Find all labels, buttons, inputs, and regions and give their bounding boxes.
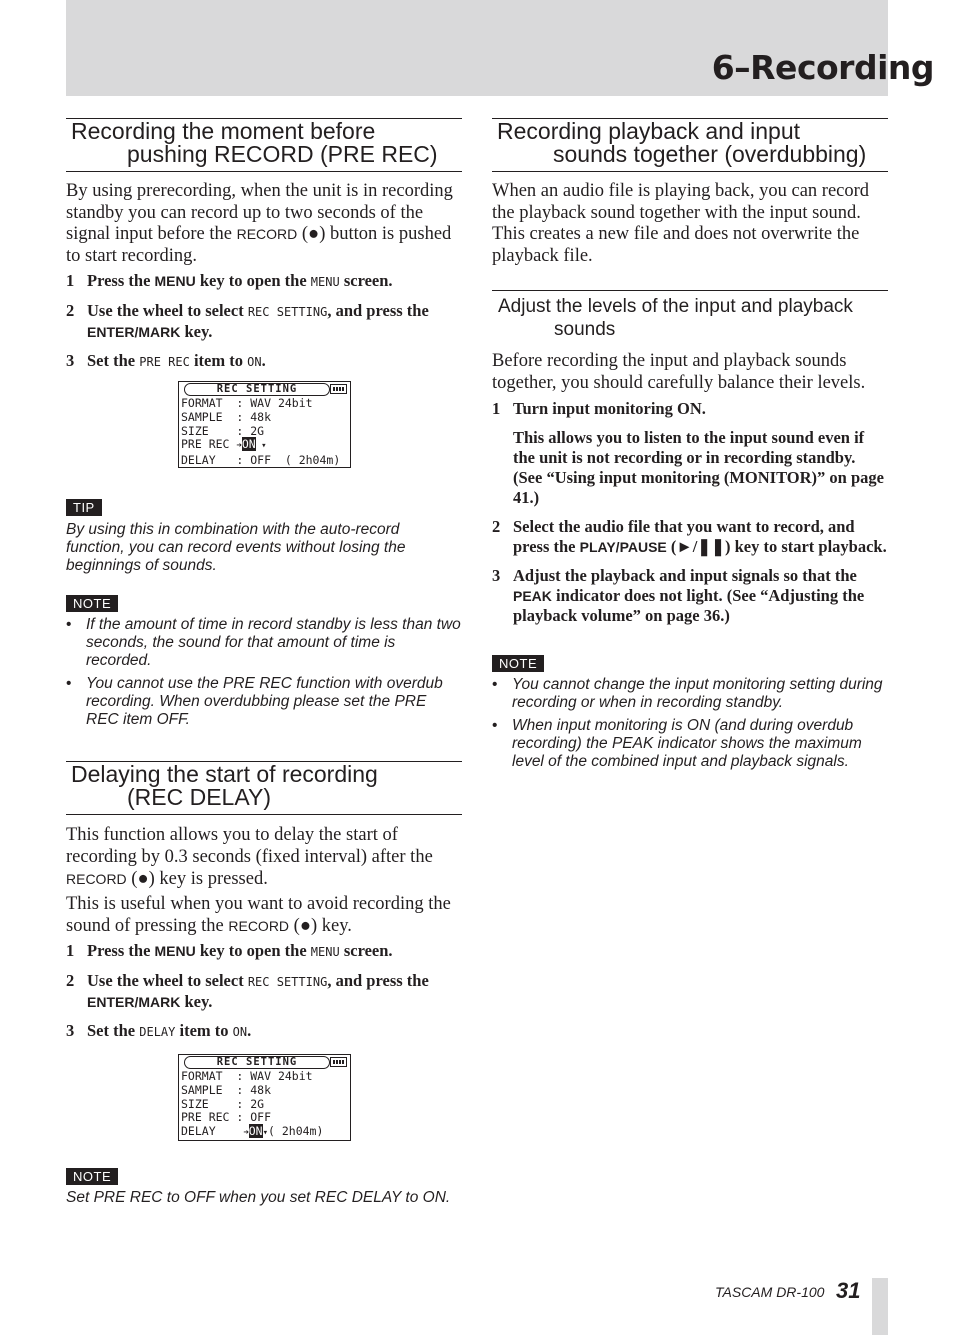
lcd-row: SIZE : 2G <box>181 423 265 438</box>
lcd-row: FORMAT : WAV 24bit <box>181 396 313 411</box>
step-item: 3 Set the PRE REC item to ON. <box>66 351 266 371</box>
chapter-title: 6–Recording <box>711 48 934 87</box>
step-list <box>492 399 888 626</box>
step-item: 1 Press the MENU key to open the MENU screen. <box>66 941 393 961</box>
heading-line: (REC DELAY) <box>127 784 271 811</box>
paragraph: This is useful when you want to avoid recording the sound of pressing the RECORD (●) key. <box>66 894 451 936</box>
step-item: 2 Use the wheel to select REC SETTING, and press the ENTER/MARK key. <box>66 301 429 342</box>
paragraph: Before recording the input and playback sounds together, you should carefully balance their levels. <box>492 351 866 393</box>
lcd-title: REC SETTING <box>184 1056 330 1069</box>
heading-line: Recording the moment before <box>71 118 376 144</box>
lcd-text: ON <box>247 355 262 370</box>
key-label: ENTER/MARK <box>87 324 181 341</box>
lcd-title: REC SETTING <box>184 383 330 396</box>
step-list <box>66 941 462 1042</box>
lcd-screen-pre-rec <box>178 381 351 468</box>
paragraph: When an audio file is playing back, you can record the playback sound together with the input sound. This creates a new file and does not overwrite the playback file. <box>492 181 870 266</box>
dropdown-arrow-icon: ▾ <box>255 441 267 452</box>
key-label: PEAK <box>513 587 552 604</box>
key-label: RECORD <box>66 870 127 887</box>
section-heading-overdub <box>492 118 888 172</box>
heading-line: pushing RECORD (PRE REC) <box>127 141 438 167</box>
arrow-right-icon: ➜ <box>243 1127 249 1138</box>
lcd-row: PRE REC : OFF <box>181 1110 272 1125</box>
lcd-screen-rec-delay <box>178 1054 351 1141</box>
page-number: 31 <box>836 1278 861 1303</box>
selected-value: ON <box>248 1123 263 1138</box>
note-item: • You cannot use the PRE REC function with overdub recording. When overdubbing please set the PRE REC item OFF. <box>66 675 462 729</box>
note-item: • You cannot change the input monitoring setting during recording or when in recording standby. <box>492 676 888 712</box>
note-list <box>66 616 462 729</box>
lcd-row: DELAY : OFF ( 2h04m) <box>181 452 341 467</box>
note-label: NOTE <box>66 595 118 612</box>
heading-line: Delaying the start of recording <box>71 761 378 788</box>
note-item: • If the amount of time in record standby is less than two seconds, the sound for that amount of time is recorded. <box>66 616 462 670</box>
dropdown-arrow-icon: ▾ <box>262 1127 269 1138</box>
key-label: PLAY/PAUSE <box>579 538 667 555</box>
lcd-row: DELAY ➜ON▾( 2h04m) <box>181 1123 324 1138</box>
key-label: MENU <box>154 273 196 290</box>
lcd-text: PRE REC <box>139 355 190 370</box>
key-label: MENU <box>154 943 196 960</box>
arrow-right-icon: ➜ <box>236 441 242 452</box>
lcd-text: ON <box>232 1025 248 1040</box>
heading-line: Recording playback and input <box>497 118 801 144</box>
lcd-text: REC SETTING <box>247 975 328 990</box>
heading-line: sounds together (overdubbing) <box>553 141 867 167</box>
step-item: 2 Select the audio file that you want to record, and press the PLAY/PAUSE (►/❚❚) key to start playback. <box>492 516 887 556</box>
note-item: • When input monitoring is ON (and during overdub recording) the PEAK indicator shows the maximum level of the combined input and playback signals. <box>492 717 888 771</box>
key-label: ENTER/MARK <box>87 994 181 1011</box>
step-detail: This allows you to listen to the input sound even if the unit is not recording or in recording standby. (See “Using input monitoring (MONITOR)” on page 41.) <box>513 427 884 507</box>
step-item: 2 Use the wheel to select REC SETTING, and press the ENTER/MARK key. <box>66 971 429 1012</box>
step-list <box>66 271 462 372</box>
lcd-row: PRE REC ➜ON ▾ <box>181 437 267 452</box>
lcd-text: REC SETTING <box>247 305 328 320</box>
footer-brand: TASCAM DR-100 <box>715 1284 825 1300</box>
battery-icon <box>330 1057 347 1067</box>
lcd-row: SAMPLE : 48k <box>181 409 272 424</box>
heading-line: Adjust the levels of the input and playback <box>498 296 853 318</box>
note-label: NOTE <box>492 655 544 672</box>
lcd-text: MENU <box>310 275 340 290</box>
right-column <box>492 118 888 771</box>
left-column <box>66 118 462 1207</box>
step-item: 3 Set the DELAY item to ON. <box>66 1021 252 1041</box>
step-item: 3 Adjust the playback and input signals so that the PEAK indicator does not light. (See “Adjusting the playback volume” on page 36.) <box>492 565 865 625</box>
step-item: 1 Turn input monitoring ON. This allows you to listen to the input sound even if the unit is not recording or in recording standby. (See “Using input monitoring (MONITOR)” on page 41.) <box>492 399 888 508</box>
note-label: NOTE <box>66 1168 118 1185</box>
lcd-row: SIZE : 2G <box>181 1096 265 1111</box>
key-label: RECORD <box>228 917 290 934</box>
section-heading-rec-delay <box>66 761 462 815</box>
lcd-row: SAMPLE : 48k <box>181 1082 272 1097</box>
selected-value: ON <box>241 437 256 452</box>
note-list <box>492 676 888 771</box>
lcd-row: FORMAT : WAV 24bit <box>181 1069 313 1084</box>
heading-line: sounds <box>554 319 616 341</box>
lcd-text: DELAY <box>139 1025 176 1040</box>
tip-label: TIP <box>66 499 102 516</box>
note-text: Set PRE REC to OFF when you set REC DELAY to ON. <box>66 1189 451 1207</box>
step-item: 1 Press the MENU key to open the MENU screen. <box>66 271 393 291</box>
page-tab <box>872 1278 888 1335</box>
section-heading-pre-rec <box>66 118 462 172</box>
paragraph: By using prerecording, when the unit is in recording standby you can record up to two seconds of the signal input before the RECORD (●) button is pushed to start recording. <box>66 181 453 266</box>
subsection-heading <box>492 290 888 341</box>
battery-icon <box>330 384 347 394</box>
key-label: RECORD <box>236 226 298 243</box>
paragraph: This function allows you to delay the start of recording by 0.3 seconds (fixed interval) after the RECORD (●) key is pressed. <box>66 825 433 889</box>
tip-text: By using this in combination with the auto-record function, you can record events without losing the beginnings of sounds. <box>66 521 406 575</box>
lcd-text: MENU <box>310 945 340 960</box>
